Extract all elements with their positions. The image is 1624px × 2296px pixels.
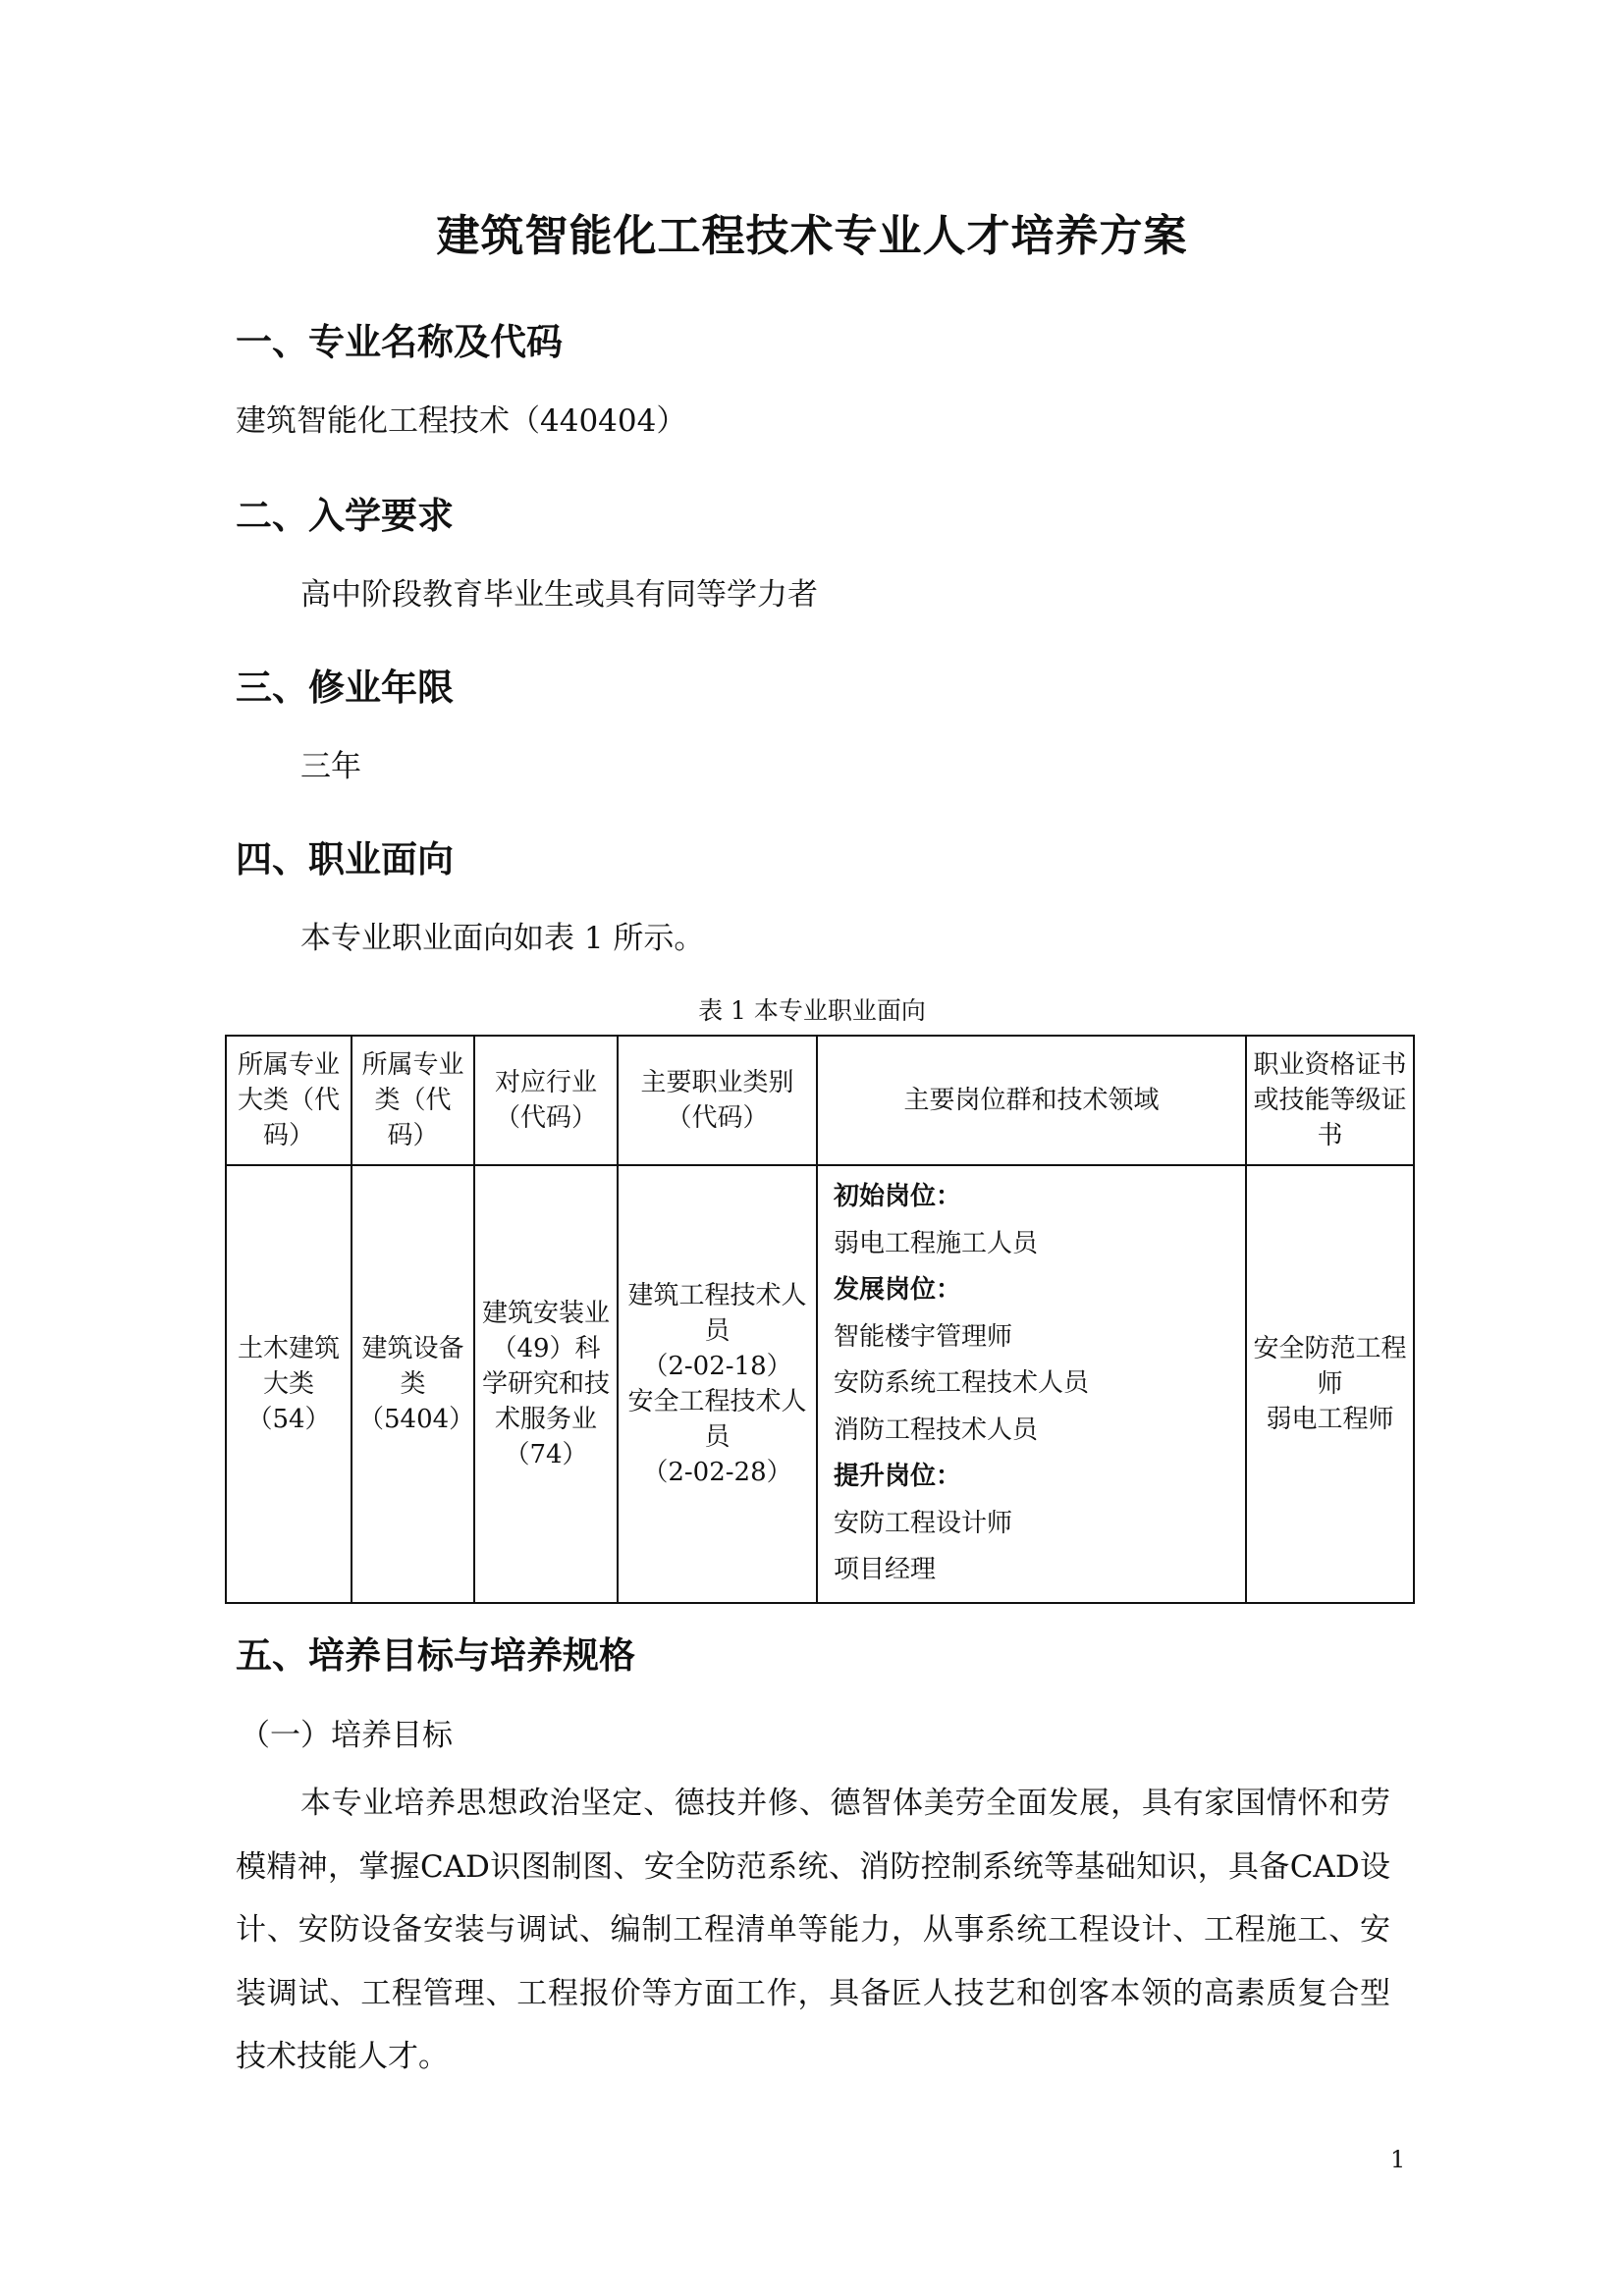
occupation-1: 建筑工程技术人员 (627, 1280, 807, 1346)
section-heading-name-code: 一、专业名称及代码 (236, 321, 563, 363)
occupation-1-code: （2-02-18） (642, 1351, 792, 1381)
header-certificates: 职业资格证书或技能等级证书 (1246, 1036, 1414, 1165)
certificate-1: 安全防范工程师 (1253, 1333, 1407, 1399)
major-name-code: 建筑智能化工程技术（440404） (236, 403, 687, 439)
career-intro: 本专业职业面向如表 1 所示。 (300, 921, 705, 956)
occupation-2: 安全工程技术人员 (627, 1386, 807, 1452)
career-orientation-table (225, 1035, 1415, 1604)
cell-occupation (618, 1165, 817, 1603)
table-header-row (226, 1036, 1414, 1165)
promotion-positions-label: 提升岗位： (834, 1462, 962, 1491)
table-row (226, 1165, 1414, 1603)
promotion-position-item: 项目经理 (834, 1555, 937, 1584)
admission-requirement: 高中阶段教育毕业生或具有同等学力者 (300, 577, 818, 613)
header-major-category: 所属专业大类（代码） (226, 1036, 352, 1165)
section-heading-training: 五、培养目标与培养规格 (236, 1634, 635, 1677)
header-industry: 对应行业（代码） (474, 1036, 618, 1165)
development-positions-label: 发展岗位： (834, 1275, 962, 1305)
development-position-item: 智能楼宇管理师 (834, 1321, 1013, 1352)
section-heading-career: 四、职业面向 (236, 838, 454, 881)
page-title: 建筑智能化工程技术专业人才培养方案 (436, 211, 1188, 261)
certificate-2: 弱电工程师 (1266, 1404, 1394, 1434)
table-caption: 表 1 本专业职业面向 (698, 996, 926, 1025)
initial-position-item: 弱电工程施工人员 (834, 1228, 1039, 1258)
study-duration: 三年 (300, 749, 361, 784)
development-position-item: 安防系统工程技术人员 (834, 1368, 1090, 1398)
promotion-position-item: 安防工程设计师 (834, 1508, 1013, 1538)
page-number: 1 (1390, 2146, 1406, 2173)
cell-industry: 建筑安装业（49）科学研究和技术服务业（74） (474, 1165, 618, 1603)
cell-major-class: 建筑设备类（5404） (352, 1165, 474, 1603)
cell-major-category: 土木建筑大类（54） (226, 1165, 352, 1603)
cell-positions (817, 1165, 1246, 1603)
header-major-class: 所属专业类（代码） (352, 1036, 474, 1165)
training-goal-paragraph: 本专业培养思想政治坚定、德技并修、德智体美劳全面发展，具有家国情怀和劳模精神，掌握CAD识图制图、安全防范系统、消防控制系统等基础知识，具备CAD设计、安防设备安装与调试、编制工程清单等能力，从事系统工程设计、工程施工、安装调试、工程管理、工程报价等方面工作，具备匠人技艺和创客本领的高素质复合型技术技能人才。 (236, 1786, 1390, 2074)
initial-positions-label: 初始岗位： (834, 1182, 962, 1211)
cell-certificates (1246, 1165, 1414, 1603)
header-positions: 主要岗位群和技术领域 (817, 1036, 1246, 1165)
subsection-heading-goal: （一）培养目标 (240, 1718, 453, 1753)
section-heading-duration: 三、修业年限 (236, 667, 454, 709)
occupation-2-code: （2-02-28） (642, 1457, 792, 1487)
development-position-item: 消防工程技术人员 (834, 1415, 1039, 1445)
section-heading-admission: 二、入学要求 (236, 495, 454, 537)
header-occupation: 主要职业类别（代码） (618, 1036, 817, 1165)
